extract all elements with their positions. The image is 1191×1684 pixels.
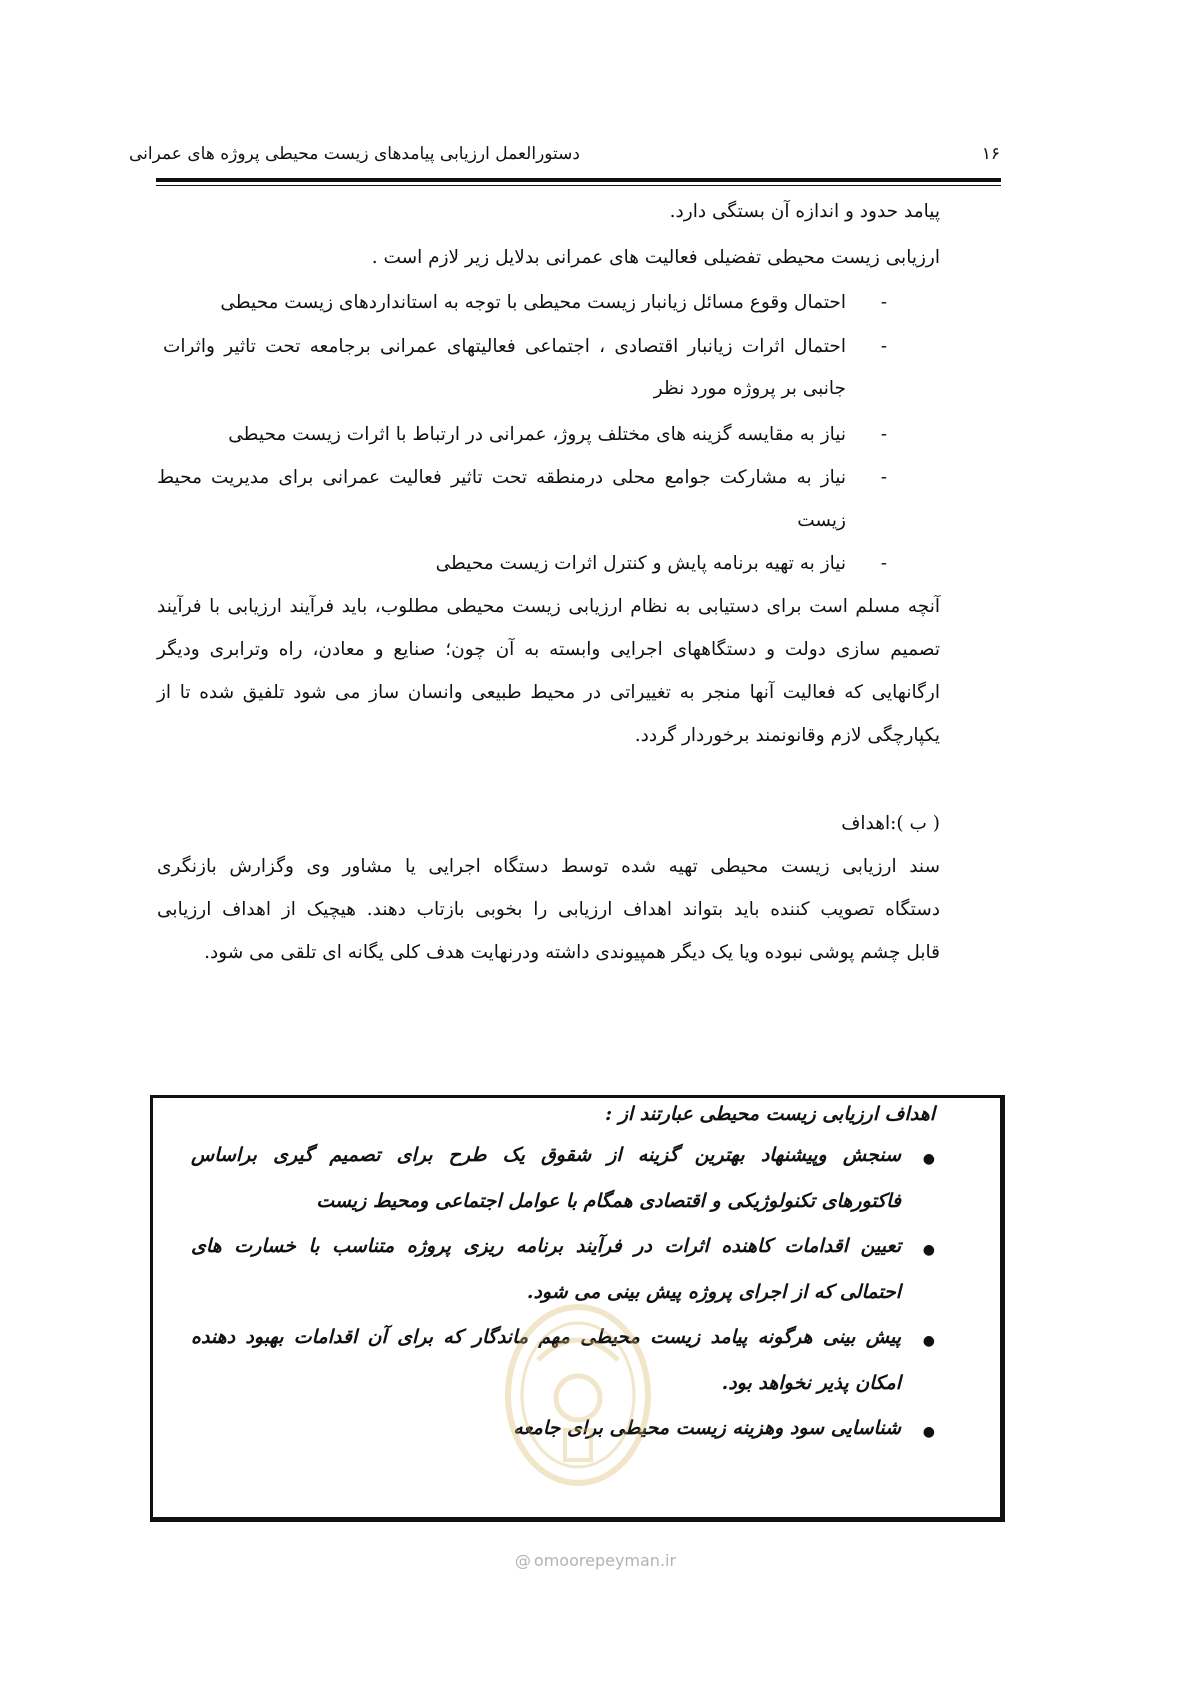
intro-line-2: ارزیابی زیست محیطی تفضیلی فعالیت های عمرانی بدلایل زیر لازم است . — [371, 247, 940, 268]
paragraph-line: دستگاه تصویب کننده باید بتواند اهداف ارزیابی را بخوبی بازتاب دهند. هیچیک از اهداف ارزیابی — [157, 899, 940, 920]
at-icon: @ — [514, 1551, 531, 1570]
running-title: دستورالعمل ارزیابی پیامدهای زیست محیطی پروژه های عمرانی — [128, 144, 580, 164]
bullet-icon: ● — [922, 1424, 935, 1440]
page-number: ۱۶ — [981, 144, 1000, 164]
bullet-icon: ● — [922, 1333, 935, 1349]
intro-line-1: پیامد حدود و اندازه آن بستگی دارد. — [669, 201, 940, 222]
reason-item-5: نیاز به تهیه برنامه پایش و کنترل اثرات زیست محیطی — [435, 553, 846, 574]
watermark-stamp-icon — [503, 1300, 653, 1490]
list-dash: - — [880, 467, 887, 488]
goal-item-2-line-2: احتمالی که از اجرای پروژه پیش بینی می شود. — [526, 1281, 901, 1303]
header-rule-thick — [156, 178, 1001, 182]
goal-item-3-line-2: امکان پذیر نخواهد بود. — [721, 1372, 901, 1394]
section-b-heading: ( ب ):اهداف — [841, 813, 940, 834]
paragraph-line: یکپارچگی لازم وقانونمند برخوردار گردد. — [634, 725, 940, 746]
goal-item-4: شناسایی سود وهزینه زیست محیطی برای جامعه — [513, 1417, 901, 1439]
list-dash: - — [880, 553, 887, 574]
list-dash: - — [880, 336, 887, 357]
reason-item-2-line-2: جانبی بر پروژه مورد نظر — [653, 378, 846, 399]
paragraph-line: ارگانهایی که فعالیت آنها منجر به تغییراتی در محیط طبیعی وانسان ساز می شود تلفیق شده تا از — [157, 682, 940, 703]
reason-item-4-line-1: نیاز به مشارکت جوامع محلی درمنطقه تحت تاثیر فعالیت عمرانی برای مدیریت محیط — [157, 467, 846, 488]
bullet-icon: ● — [922, 1242, 935, 1258]
paragraph-line: سند ارزیابی زیست محیطی تهیه شده توسط دستگاه اجرایی یا مشاور وی وگزارش بازنگری — [157, 856, 940, 877]
goal-item-1-line-1: سنجش وپیشنهاد بهترین گزینه از شقوق یک طرح برای تصمیم گیری براساس — [191, 1144, 901, 1166]
goal-item-1-line-2: فاکتورهای تکنولوژیکی و اقتصادی همگام با عوامل اجتماعی ومحیط زیست — [316, 1190, 901, 1212]
list-dash: - — [880, 292, 887, 313]
bullet-icon: ● — [922, 1151, 935, 1167]
watermark-url — [0, 1551, 1191, 1570]
watermark-url-text: omoorepeyman.ir — [533, 1551, 677, 1570]
reason-item-2-line-1: احتمال اثرات زیانبار اقتصادی ، اجتماعی فعالیتهای عمرانی برجامعه تحت تاثیر واثرات — [163, 336, 846, 357]
reason-item-4-line-2: زیست — [797, 510, 846, 531]
paragraph-line: تصمیم سازی دولت و دستگاههای اجرایی وابسته به آن چون؛ صنایع و معادن، راه وترابری ودیگر — [157, 639, 940, 660]
paragraph-line: قابل چشم پوشی نبوده ویا یک دیگر همپیوندی داشته ودرنهایت هدف کلی یگانه ای تلقی می شود. — [204, 942, 940, 963]
reason-item-1: احتمال وقوع مسائل زیانبار زیست محیطی با توجه به استانداردهای زیست محیطی — [220, 292, 846, 313]
paragraph-line: آنچه مسلم است برای دستیابی به نظام ارزیابی زیست محیطی مطلوب، باید فرآیند ارزیابی با فرآیند — [157, 596, 940, 617]
list-dash: - — [880, 424, 887, 445]
goal-item-3-line-1: پیش بینی هرگونه پیامد زیست محیطی مهم ماندگار که برای آن اقدامات بهبود دهنده — [191, 1326, 901, 1348]
reason-item-3: نیاز به مقایسه گزینه های مختلف پروژ، عمرانی در ارتباط با اثرات زیست محیطی — [228, 424, 846, 445]
goals-heading: اهداف ارزیابی زیست محیطی عبارتند از : — [605, 1103, 935, 1125]
header-rule-thin — [156, 185, 1001, 186]
goal-item-2-line-1: تعیین اقدامات کاهنده اثرات در فرآیند برنامه ریزی پروژه متناسب با خسارت های — [191, 1235, 901, 1257]
page-header — [128, 138, 1000, 172]
